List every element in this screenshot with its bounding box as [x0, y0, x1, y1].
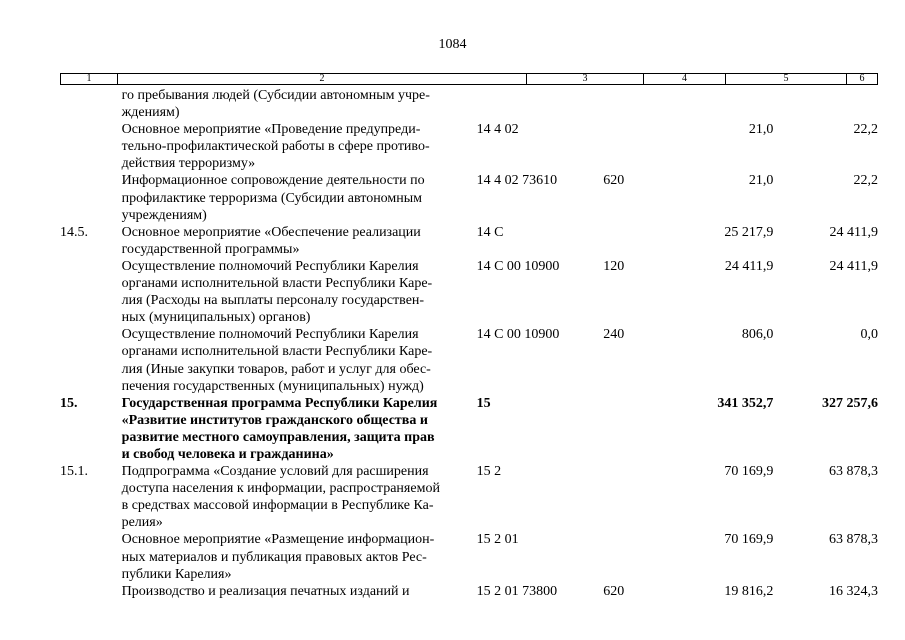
table-row: [60, 121, 878, 172]
row-code: 14 4 02: [476, 122, 519, 138]
row-expense-type: [578, 121, 637, 172]
row-number: [60, 87, 122, 121]
row-code: 15: [476, 395, 491, 411]
row-amount-col6: 24 411,9: [829, 258, 879, 274]
row-amount-col5: 806,0: [741, 327, 774, 343]
row-name: Производство и реализация печатных изданий и: [121, 583, 410, 599]
row-amount-col5: 19 816,2: [724, 583, 774, 599]
row-amount-col5: 21,0: [748, 173, 774, 189]
row-expense-type: 620: [603, 173, 625, 189]
row-amount-col5: 21,0: [748, 122, 774, 138]
row-name: Осуществление полномочий Республики Карелия органами исполнительной власти Республики Каре- лия (Иные закупки товаров, работ и услуг для обес- печения государственных (муниципальных) нужд): [121, 327, 433, 394]
table-row: [60, 326, 878, 394]
column-header-2: 2: [118, 74, 527, 84]
row-name: го пребывания людей (Субсидии автономным учре- ждениям): [121, 88, 430, 121]
row-number: [60, 121, 122, 172]
row-expense-type: [578, 395, 637, 463]
row-expense-type: [578, 463, 637, 531]
table-body: [60, 87, 878, 600]
row-expense-type: [578, 531, 637, 582]
row-name: Подпрограмма «Создание условий для расширения доступа населения к информации, распространяемой в средствах массовой информации в Республике Ка- релия»: [121, 464, 440, 531]
row-amount-col6: 22,2: [853, 173, 879, 189]
table-row: [60, 531, 878, 582]
column-header-1: 1: [61, 74, 118, 84]
column-header-6: 6: [859, 73, 865, 84]
row-amount-col5: 70 169,9: [724, 464, 774, 480]
row-number: [60, 258, 122, 326]
row-name: Основное мероприятие «Проведение предупреди- тельно-профилактической работы в сфере противо- действия терроризму»: [121, 122, 430, 172]
table-row: [60, 583, 878, 600]
row-amount-col5: 24 411,9: [724, 258, 774, 274]
row-code: 15 2: [476, 464, 502, 480]
row-number: 14.5.: [60, 224, 88, 240]
table-row: [60, 172, 878, 223]
column-header-3: 3: [527, 74, 644, 84]
row-code: [477, 87, 579, 121]
row-name: Информационное сопровождение деятельности по профилактике терроризма (Субсидии автономным учреждениям): [121, 173, 425, 223]
row-amount-col6: 63 878,3: [829, 532, 879, 548]
row-amount-col6: 327 257,6: [822, 395, 879, 411]
row-amount-col5: [637, 87, 774, 121]
row-code: 14 С 00 10900: [476, 327, 560, 343]
row-code: 14 4 02 73610: [476, 173, 558, 189]
row-amount-col5: 25 217,9: [724, 224, 774, 240]
table-row: [60, 224, 878, 258]
table-row: [60, 87, 878, 121]
page-number: 1084: [438, 37, 467, 52]
row-code: 15 2 01 73800: [476, 583, 558, 599]
row-number: [60, 172, 122, 223]
row-expense-type: 240: [603, 327, 625, 343]
row-number: [60, 583, 122, 600]
row-number: 15.1.: [60, 464, 88, 480]
row-amount-col6: 16 324,3: [829, 583, 879, 599]
row-name: Осуществление полномочий Республики Карелия органами исполнительной власти Республики Каре- лия (Расходы на выплаты персоналу государствен- ных (муниципальных) органов): [121, 258, 433, 326]
row-name: Основное мероприятие «Обеспечение реализации государственной программы»: [121, 224, 421, 257]
table-header-row: [60, 73, 878, 85]
column-header-4: 4: [644, 74, 726, 84]
table-row: [60, 463, 878, 531]
row-expense-type: 620: [603, 583, 625, 599]
table-row: [60, 258, 878, 326]
row-amount-col5: 341 352,7: [717, 395, 774, 411]
row-amount-col6: [774, 87, 878, 121]
row-code: 14 С 00 10900: [476, 258, 560, 274]
row-expense-type: [578, 224, 637, 258]
row-expense-type: [578, 87, 637, 121]
row-number: [60, 531, 122, 582]
row-expense-type: 120: [603, 258, 625, 274]
row-code: 15 2 01: [476, 532, 519, 548]
row-amount-col6: 22,2: [853, 122, 879, 138]
row-number: 15.: [60, 395, 78, 411]
row-number: [60, 326, 122, 394]
row-name: Государственная программа Республики Карелия «Развитие институтов гражданского общества и развитие местного самоуправления, защита прав и свобод человека и гражданина»: [121, 395, 438, 462]
row-amount-col6: 0,0: [860, 327, 879, 343]
row-amount-col6: 63 878,3: [829, 464, 879, 480]
table-row-program: [60, 395, 878, 463]
row-amount-col5: 70 169,9: [724, 532, 774, 548]
column-header-5: 5: [726, 74, 847, 84]
row-amount-col6: 24 411,9: [829, 224, 879, 240]
row-name: Основное мероприятие «Размещение информацион- ных материалов и публикация правовых актов Рес- публики Карелия»: [121, 532, 435, 582]
row-code: 14 С: [476, 224, 504, 240]
